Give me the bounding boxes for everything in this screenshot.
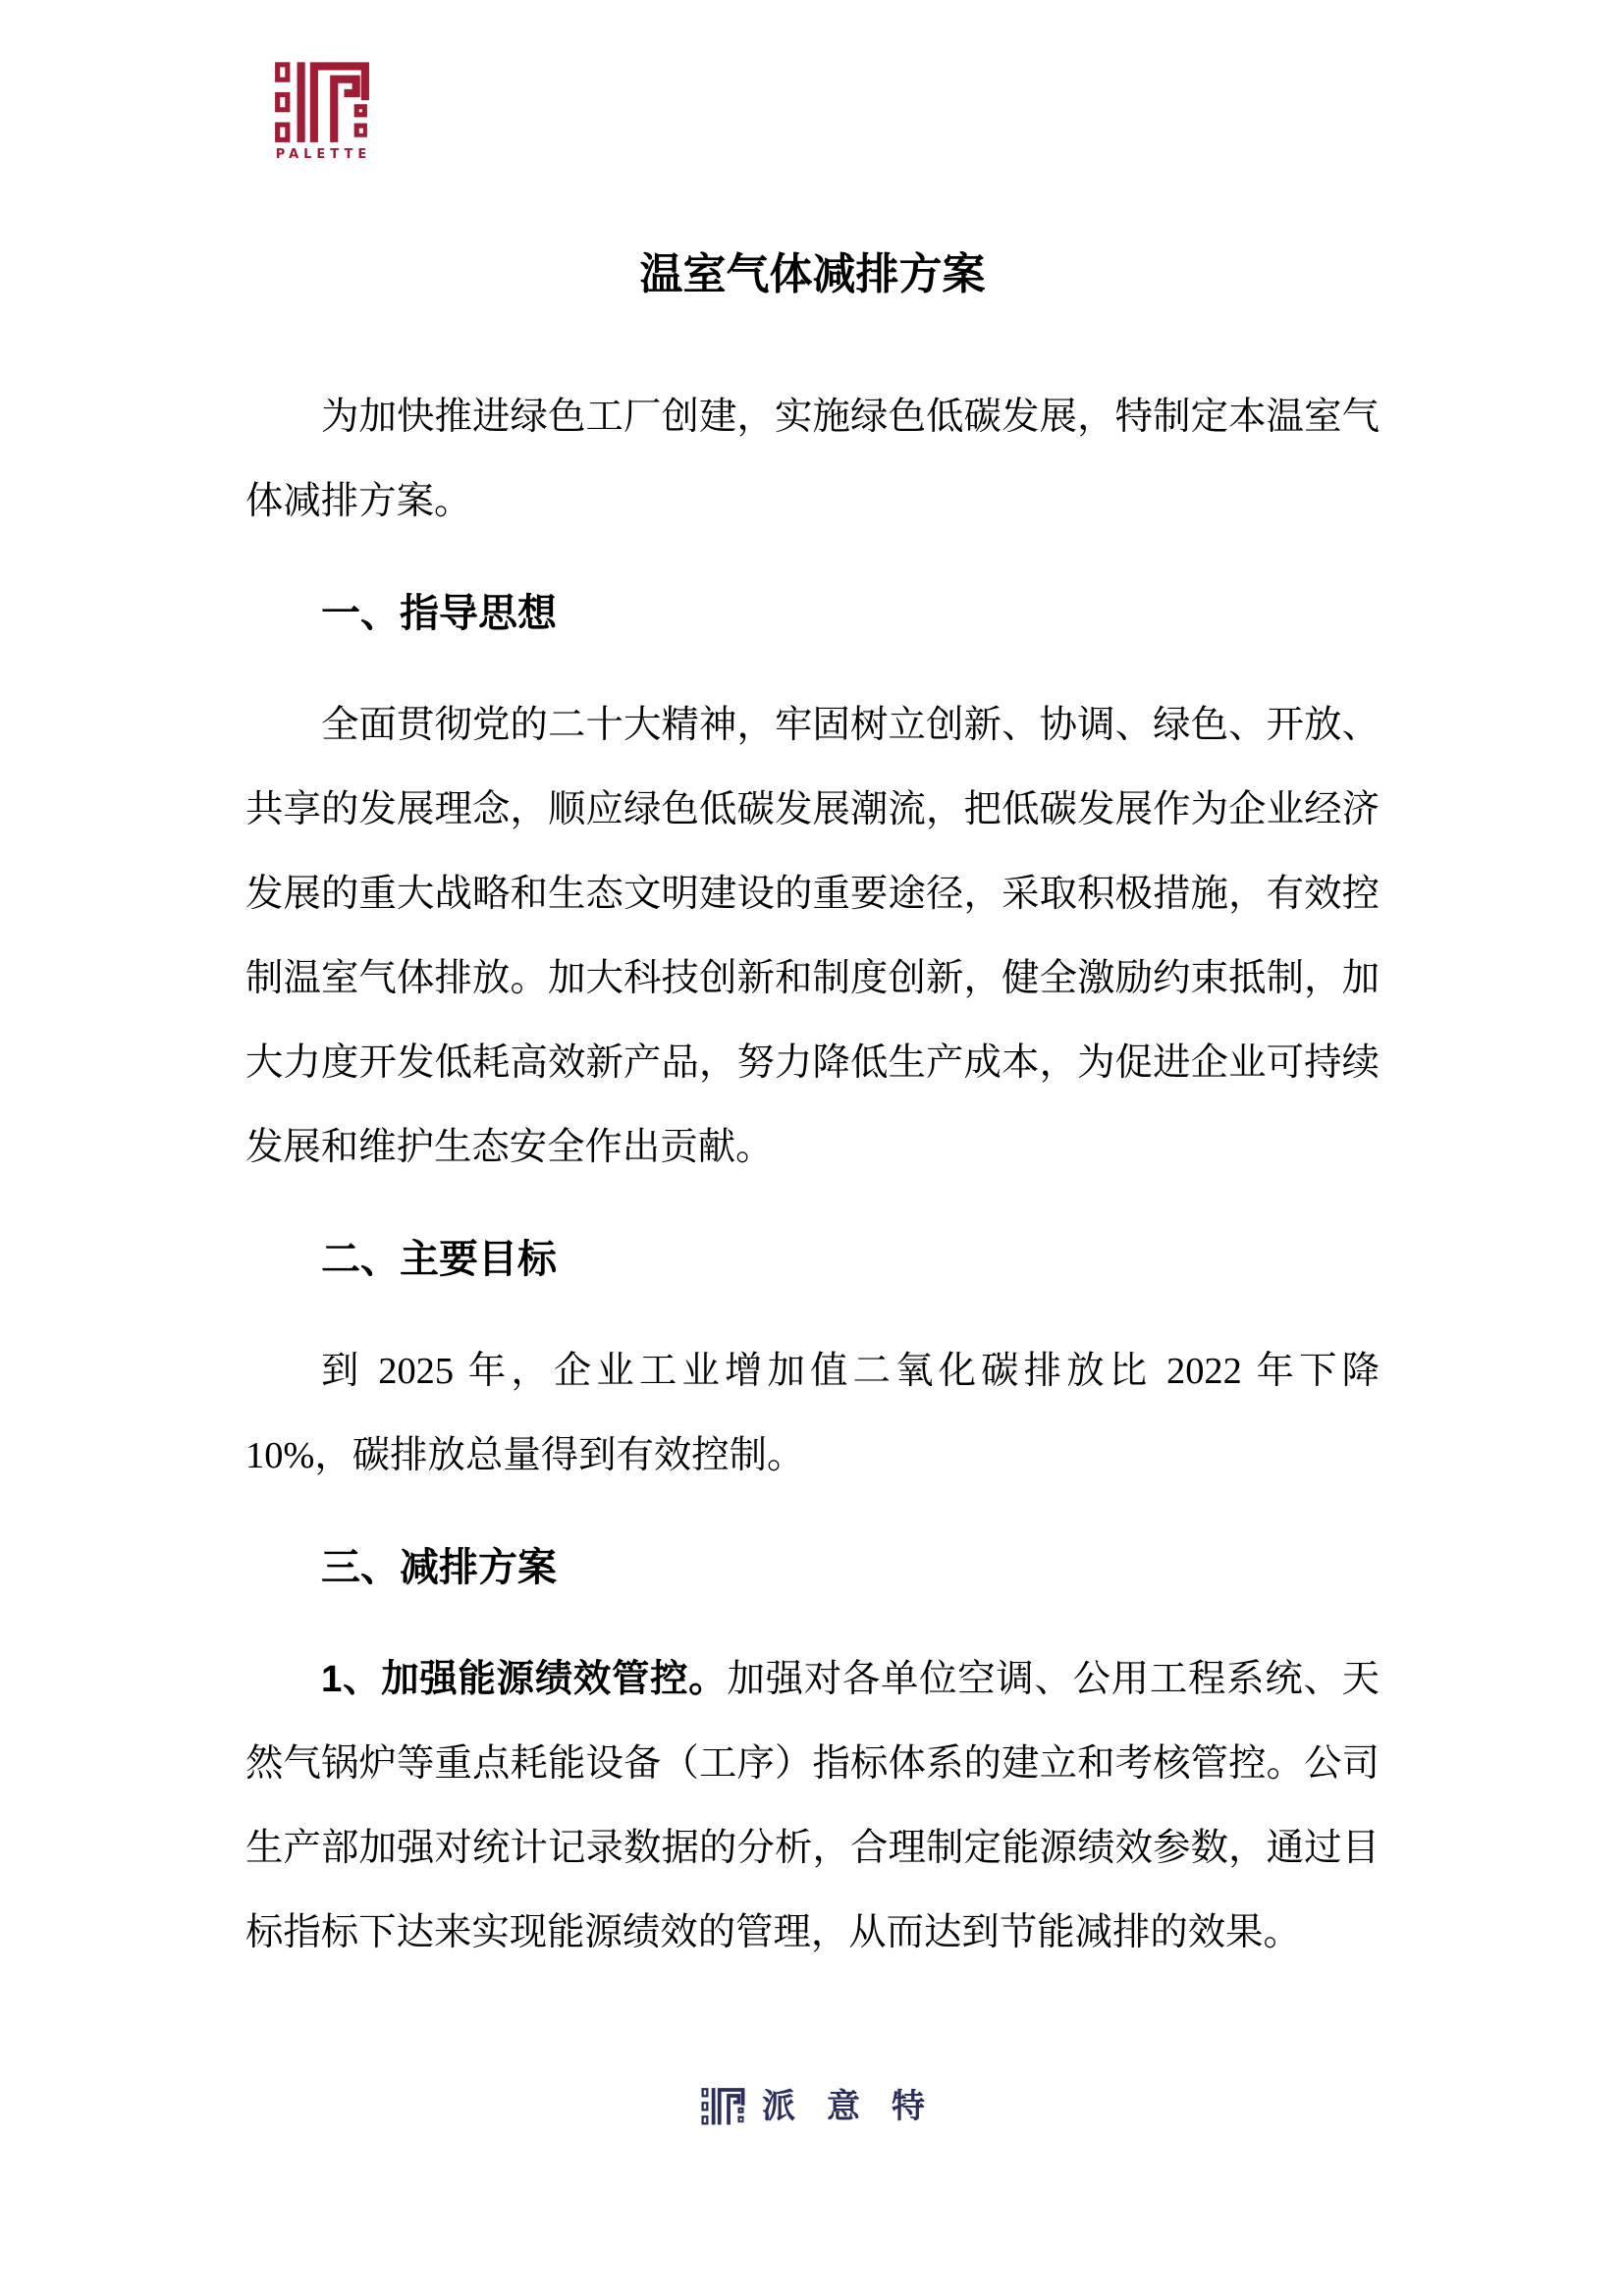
section-heading-3: 三、减排方案 <box>321 1546 557 1589</box>
section-heading-2: 二、主要目标 <box>321 1238 557 1281</box>
company-wordmark: PALETTE <box>275 147 372 162</box>
measure-paragraph-1 <box>245 1637 1380 1975</box>
document-title: 温室气体减排方案 <box>639 250 986 298</box>
measure-text: 加强对各单位空调、公用工程系统、天然气锅炉等重点耗能设备（工序）指标体系的建立和考核管控。公司生产部加强对统计记录数据的分析，合理制定能源绩效参数，通过目标指标下达来实现能源绩效的管理，从而达到节能减排的效果。 <box>245 1659 1380 1953</box>
footer-logo <box>0 2079 1624 2127</box>
intro-paragraph: 为加快推进绿色工厂创建，实施绿色低碳发展，特制定本温室气体减排方案。 <box>245 397 1380 522</box>
measure-lead: 1、加强能源绩效管控。 <box>321 1658 728 1700</box>
paiyite-logo-icon <box>699 2082 746 2125</box>
section-paragraph-1: 全面贯彻党的二十大精神，牢固树立创新、协调、绿色、开放、共享的发展理念，顺应绿色低碳发展潮流，把低碳发展作为企业经济发展的重大战略和生态文明建设的重要途径，采取积极措施，有效控制温室气体排放。加大科技创新和制度创新，健全激励约束抵制，加大力度开发低耗高效新产品，努力降低生产成本，为促进企业可持续发展和维护生态安全作出贡献。 <box>245 705 1380 1168</box>
section-paragraph-2: 到 2025 年，企业工业增加值二氧化碳排放比 2022 年下降 10%，碳排放总量得到有效控制。 <box>245 1351 1380 1476</box>
section-heading-1: 一、指导思想 <box>321 592 557 635</box>
footer-wordmark: 派意特 <box>762 2088 956 2125</box>
